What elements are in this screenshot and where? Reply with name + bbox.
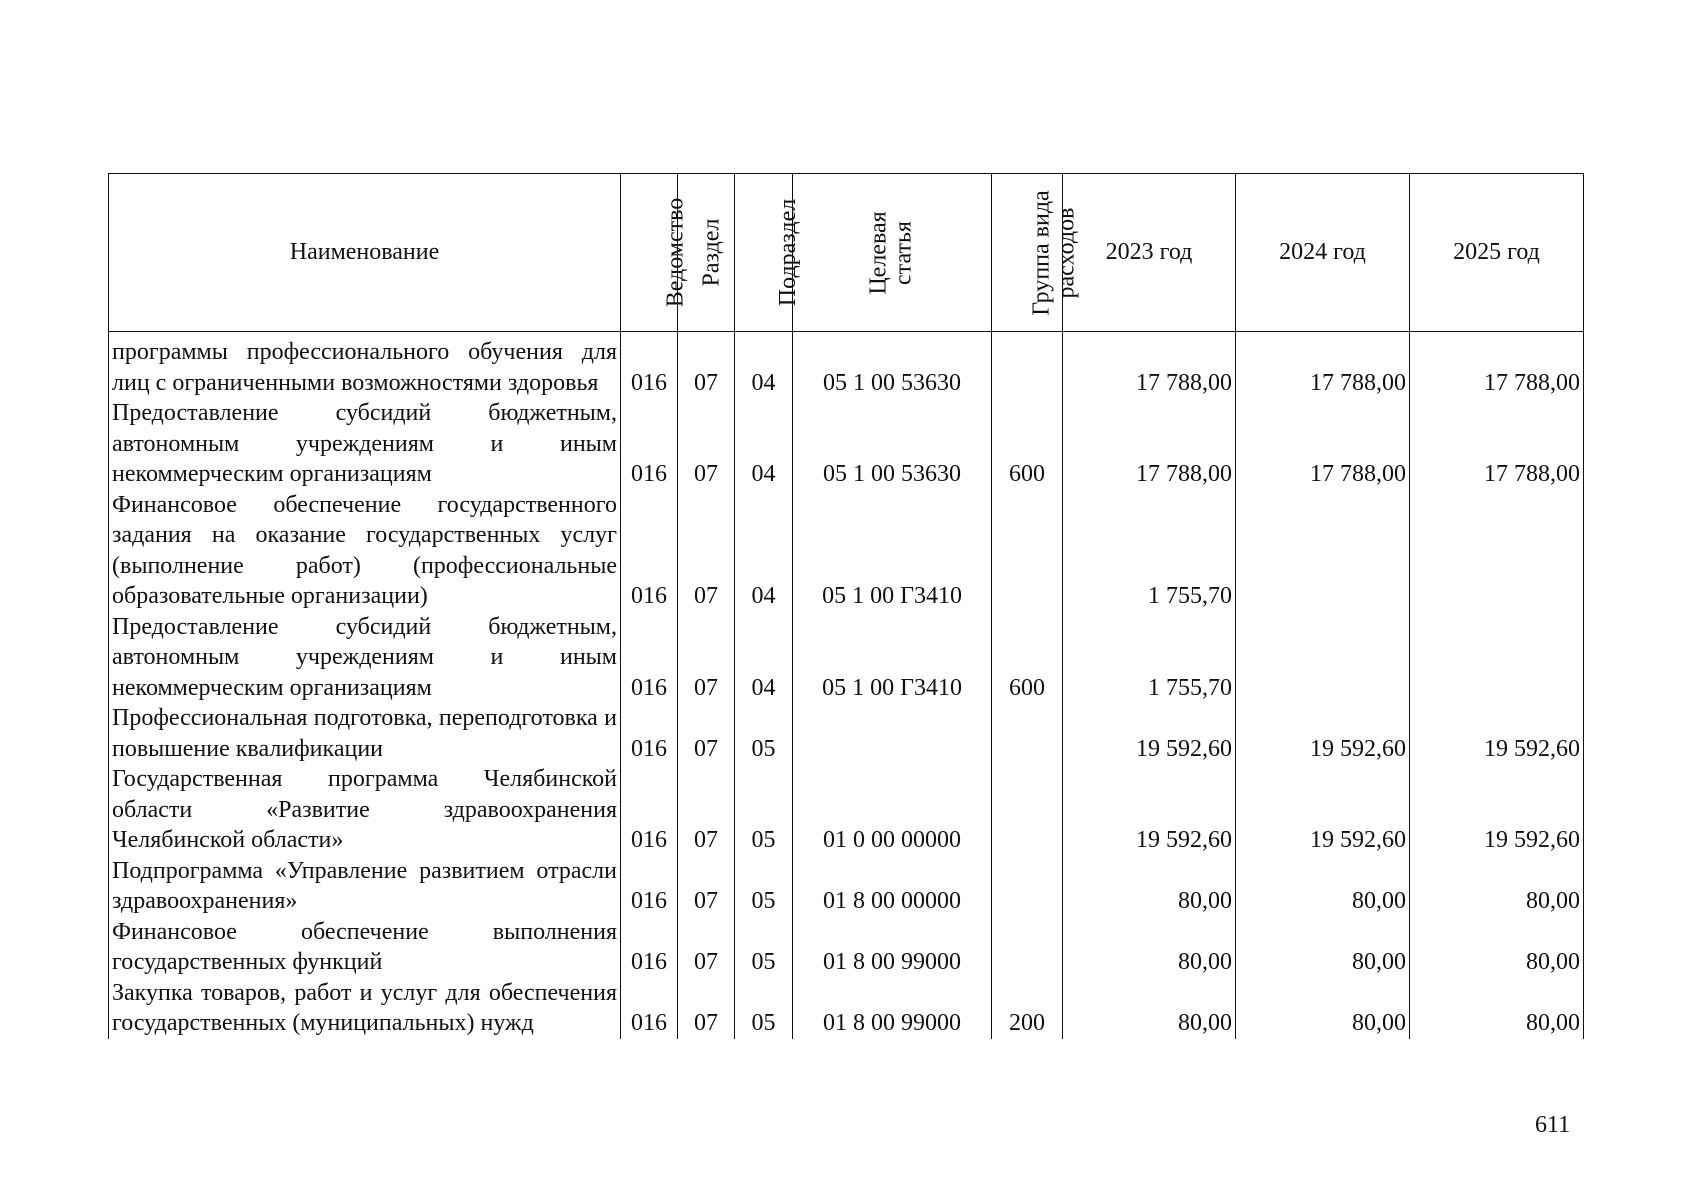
cell-dept: 016 xyxy=(621,332,678,399)
cell-y2023: 1 755,70 xyxy=(1063,490,1236,612)
header-2025: 2025 год xyxy=(1410,174,1584,332)
cell-name: Предоставление субсидий бюджетным, автономным учреждениям и иным некоммерческим организациям xyxy=(109,612,621,704)
cell-section: 07 xyxy=(678,917,735,978)
cell-subsection: 05 xyxy=(735,978,793,1039)
cell-section: 07 xyxy=(678,764,735,856)
cell-dept: 016 xyxy=(621,490,678,612)
page-number: 611 xyxy=(1535,1112,1571,1138)
cell-group xyxy=(992,764,1063,856)
cell-name: программы профессионального обучения для лиц с ограниченными возможностями здоровья xyxy=(109,332,621,399)
table-body xyxy=(109,332,1584,1039)
table-row xyxy=(109,764,1584,856)
header-name: Наименование xyxy=(109,174,621,332)
table-header-row xyxy=(109,174,1584,332)
cell-y2025: 19 592,60 xyxy=(1410,703,1584,764)
cell-y2023: 80,00 xyxy=(1063,917,1236,978)
cell-name: Закупка товаров, работ и услуг для обеспечения государственных (муниципальных) нужд xyxy=(109,978,621,1039)
cell-y2024 xyxy=(1236,490,1410,612)
cell-subsection: 04 xyxy=(735,398,793,490)
cell-section: 07 xyxy=(678,612,735,704)
cell-y2024 xyxy=(1236,612,1410,704)
cell-y2023: 17 788,00 xyxy=(1063,398,1236,490)
header-section: Раздел xyxy=(678,174,735,332)
cell-y2023: 80,00 xyxy=(1063,856,1236,917)
cell-target: 05 1 00 53630 xyxy=(793,332,992,399)
header-subsection: Подраздел xyxy=(735,174,793,332)
budget-table xyxy=(108,173,1584,1039)
cell-group xyxy=(992,332,1063,399)
header-2023: 2023 год xyxy=(1063,174,1236,332)
cell-group: 600 xyxy=(992,612,1063,704)
cell-y2024: 80,00 xyxy=(1236,917,1410,978)
header-2024: 2024 год xyxy=(1236,174,1410,332)
cell-group: 600 xyxy=(992,398,1063,490)
cell-dept: 016 xyxy=(621,856,678,917)
table-row xyxy=(109,332,1584,399)
cell-group xyxy=(992,856,1063,917)
cell-y2025: 80,00 xyxy=(1410,856,1584,917)
cell-section: 07 xyxy=(678,856,735,917)
cell-dept: 016 xyxy=(621,978,678,1039)
cell-group: 200 xyxy=(992,978,1063,1039)
cell-target: 05 1 00 Г3410 xyxy=(793,490,992,612)
cell-dept: 016 xyxy=(621,703,678,764)
cell-name: Финансовое обеспечение выполнения государственных функций xyxy=(109,917,621,978)
cell-y2023: 19 592,60 xyxy=(1063,703,1236,764)
cell-y2023: 1 755,70 xyxy=(1063,612,1236,704)
cell-subsection: 04 xyxy=(735,612,793,704)
cell-group xyxy=(992,490,1063,612)
table-row xyxy=(109,612,1584,704)
header-dept: Ведомство xyxy=(621,174,678,332)
cell-y2025 xyxy=(1410,490,1584,612)
cell-y2025: 17 788,00 xyxy=(1410,332,1584,399)
cell-section: 07 xyxy=(678,332,735,399)
cell-dept: 016 xyxy=(621,764,678,856)
cell-y2024: 17 788,00 xyxy=(1236,332,1410,399)
cell-target: 01 8 00 99000 xyxy=(793,917,992,978)
cell-y2025: 80,00 xyxy=(1410,978,1584,1039)
cell-name: Финансовое обеспечение государственного задания на оказание государственных услуг (выполнение работ) (профессиональные образовательные организации) xyxy=(109,490,621,612)
cell-dept: 016 xyxy=(621,917,678,978)
cell-target: 01 8 00 00000 xyxy=(793,856,992,917)
cell-y2023: 80,00 xyxy=(1063,978,1236,1039)
cell-y2025 xyxy=(1410,612,1584,704)
cell-y2025: 80,00 xyxy=(1410,917,1584,978)
cell-subsection: 04 xyxy=(735,490,793,612)
cell-y2025: 17 788,00 xyxy=(1410,398,1584,490)
table-row xyxy=(109,917,1584,978)
cell-y2023: 19 592,60 xyxy=(1063,764,1236,856)
cell-target: 05 1 00 Г3410 xyxy=(793,612,992,704)
table-row xyxy=(109,978,1584,1039)
table-row xyxy=(109,490,1584,612)
cell-dept: 016 xyxy=(621,612,678,704)
cell-group xyxy=(992,917,1063,978)
cell-y2025: 19 592,60 xyxy=(1410,764,1584,856)
cell-y2024: 17 788,00 xyxy=(1236,398,1410,490)
table-row xyxy=(109,703,1584,764)
header-group: Группа вида расходов xyxy=(992,174,1063,332)
cell-target xyxy=(793,703,992,764)
cell-target: 05 1 00 53630 xyxy=(793,398,992,490)
cell-subsection: 05 xyxy=(735,764,793,856)
cell-dept: 016 xyxy=(621,398,678,490)
table-row xyxy=(109,398,1584,490)
cell-name: Государственная программа Челябинской области «Развитие здравоохранения Челябинской области» xyxy=(109,764,621,856)
cell-target: 01 0 00 00000 xyxy=(793,764,992,856)
cell-y2024: 80,00 xyxy=(1236,856,1410,917)
cell-section: 07 xyxy=(678,398,735,490)
cell-subsection: 05 xyxy=(735,917,793,978)
cell-subsection: 05 xyxy=(735,703,793,764)
cell-name: Предоставление субсидий бюджетным, автономным учреждениям и иным некоммерческим организациям xyxy=(109,398,621,490)
cell-section: 07 xyxy=(678,978,735,1039)
cell-y2024: 80,00 xyxy=(1236,978,1410,1039)
cell-group xyxy=(992,703,1063,764)
cell-subsection: 05 xyxy=(735,856,793,917)
header-target: Целевая статья xyxy=(793,174,992,332)
cell-name: Подпрограмма «Управление развитием отрасли здравоохранения» xyxy=(109,856,621,917)
cell-name: Профессиональная подготовка, переподготовка и повышение квалификации xyxy=(109,703,621,764)
cell-subsection: 04 xyxy=(735,332,793,399)
cell-section: 07 xyxy=(678,703,735,764)
cell-y2023: 17 788,00 xyxy=(1063,332,1236,399)
cell-section: 07 xyxy=(678,490,735,612)
table-row xyxy=(109,856,1584,917)
cell-y2024: 19 592,60 xyxy=(1236,764,1410,856)
cell-target: 01 8 00 99000 xyxy=(793,978,992,1039)
cell-y2024: 19 592,60 xyxy=(1236,703,1410,764)
